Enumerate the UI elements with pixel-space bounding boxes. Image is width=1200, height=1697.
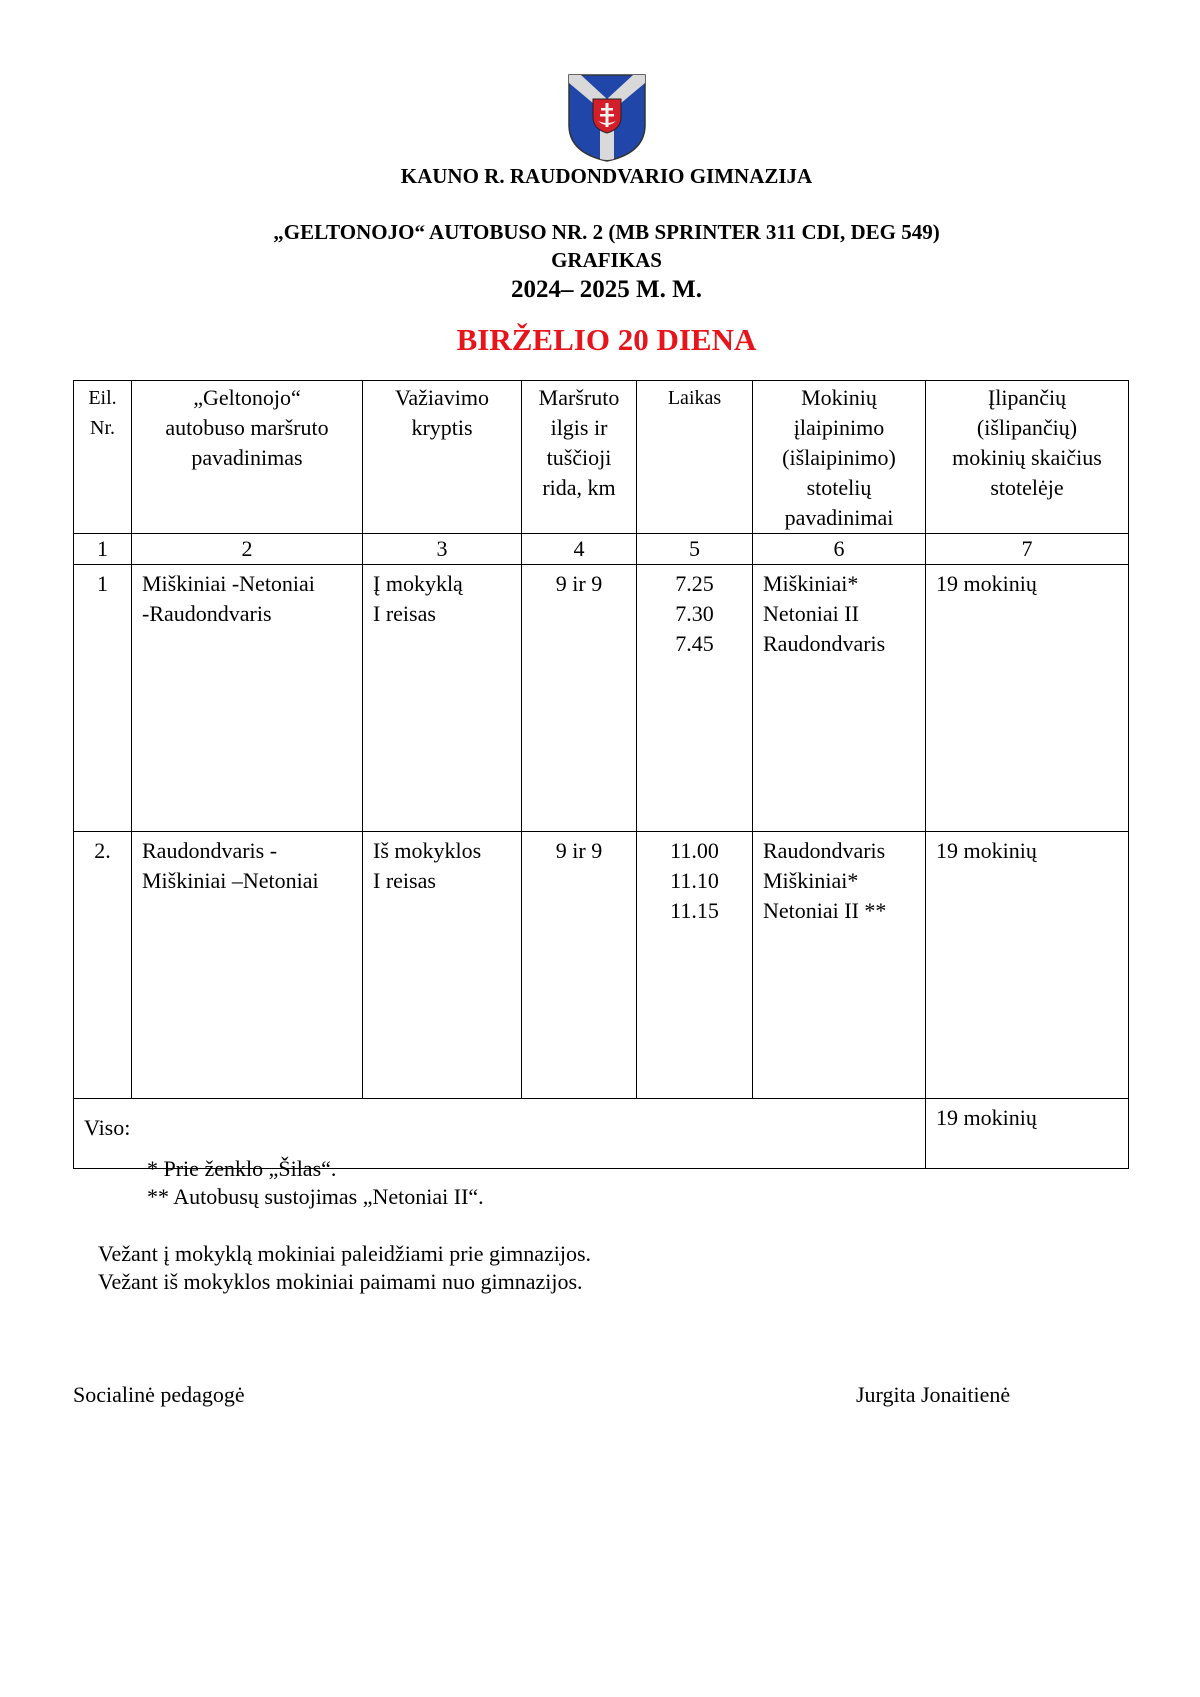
column-header: Laikas (637, 381, 753, 534)
column-number: 6 (753, 534, 926, 565)
column-number: 1 (74, 534, 132, 565)
table-row (74, 832, 1129, 1099)
table-header-row (74, 381, 1129, 534)
total-label: Viso: (74, 1099, 926, 1169)
column-number: 7 (926, 534, 1129, 565)
stops: Raudondvaris Miškiniai* Netoniai II ** (753, 832, 926, 1099)
schedule-day: BIRŽELIO 20 DIENA (456, 322, 757, 357)
route-length: 9 ir 9 (522, 832, 637, 1099)
footnote: ** Autobusų sustojimas „Netoniai II“. (147, 1184, 484, 1209)
route-name: Miškiniai -Netoniai -Raudondvaris (132, 565, 363, 832)
table-row (74, 565, 1129, 832)
coat-of-arms-logo (567, 73, 647, 163)
bus-schedule-table (73, 380, 1129, 1169)
times: 7.25 7.30 7.45 (637, 565, 753, 832)
student-count: 19 mokinių (926, 832, 1129, 1099)
column-number: 4 (522, 534, 637, 565)
column-header: Maršruto ilgis ir tuščioji rida, km (522, 381, 637, 534)
total-value: 19 mokinių (926, 1099, 1129, 1169)
bus-title: „GELTONOJO“ AUTOBUSO NR. 2 (MB SPRINTER 311 CDI, DEG 549) (273, 220, 940, 244)
direction: Į mokyklą I reisas (363, 565, 522, 832)
direction: Iš mokyklos I reisas (363, 832, 522, 1099)
column-header: Mokinių įlaipinimo (išlaipinimo) stotelių pavadinimai (753, 381, 926, 534)
column-header: „Geltonojo“ autobuso maršruto pavadinimas (132, 381, 363, 534)
note-text: Vežant iš mokyklos mokiniai paimami nuo gimnazijos. (98, 1269, 583, 1294)
column-header: Įlipančių (išlipančių) mokinių skaičius stotelėje (926, 381, 1129, 534)
route-length: 9 ir 9 (522, 565, 637, 832)
column-number: 5 (637, 534, 753, 565)
column-number-row (74, 534, 1129, 565)
column-header: Važiavimo kryptis (363, 381, 522, 534)
student-count: 19 mokinių (926, 565, 1129, 832)
signatory-name: Jurgita Jonaitienė (856, 1382, 1011, 1407)
column-number: 3 (363, 534, 522, 565)
schedule-heading: GRAFIKAS (551, 248, 662, 272)
row-number: 2. (74, 832, 132, 1099)
footnote: * Prie ženklo „Šilas“. (147, 1156, 337, 1181)
column-header: Eil. Nr. (74, 381, 132, 534)
route-name: Raudondvaris - Miškiniai –Netoniai (132, 832, 363, 1099)
note-text: Vežant į mokyklą mokiniai paleidžiami prie gimnazijos. (98, 1241, 592, 1266)
column-number: 2 (132, 534, 363, 565)
stops: Miškiniai* Netoniai II Raudondvaris (753, 565, 926, 832)
signatory-role: Socialinė pedagogė (73, 1382, 245, 1407)
times: 11.00 11.10 11.15 (637, 832, 753, 1099)
row-number: 1 (74, 565, 132, 832)
school-year: 2024– 2025 M. M. (511, 276, 702, 303)
school-name: KAUNO R. RAUDONDVARIO GIMNAZIJA (400, 164, 813, 188)
